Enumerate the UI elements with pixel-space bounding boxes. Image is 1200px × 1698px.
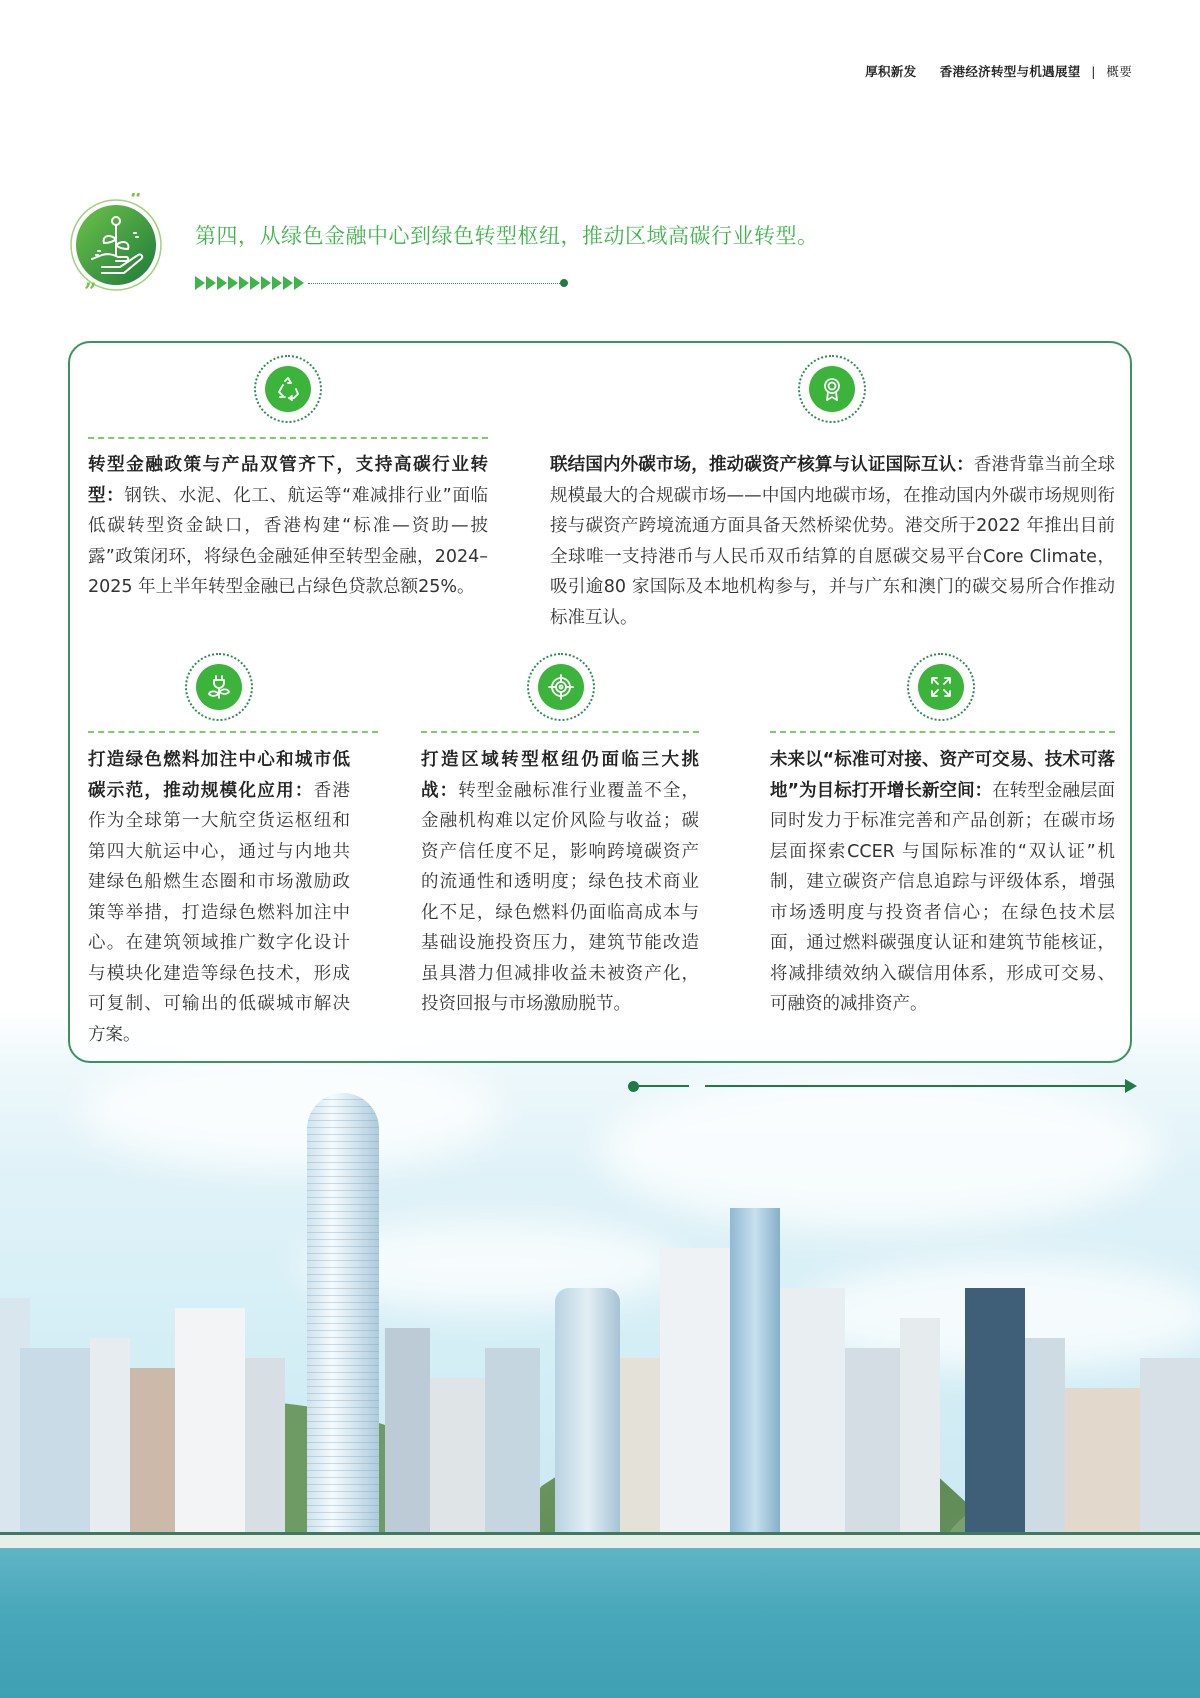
page-header: [865, 62, 1132, 80]
svg-text:“: “: [130, 193, 143, 213]
divider-dashed: [770, 731, 1115, 733]
certificate-badge-icon: [798, 355, 866, 423]
recycle-icon: [254, 355, 322, 423]
footer-arrow-divider: [628, 1079, 1137, 1093]
block-body: 香港背靠当前全球规模最大的合规碳市场——中国内地碳市场，在推动国内外碳市场规则衔接与碳资产跨境流通方面具备天然桥梁优势。港交所于2022 年推出目前全球唯一支持港币与人民币双币结算的自愿碳交易平台Core Climate，吸引逾80 家国际及本地机构参与，并与广东和澳门的碳交易所合作推动标准互认。: [550, 455, 1116, 628]
report-brand: 厚积新发: [865, 64, 917, 79]
text-block-transition-finance: [88, 450, 488, 603]
divider-dashed: [88, 437, 488, 439]
block-lead: 打造绿色燃料加注中心和城市低碳示范，推动规模化应用：: [88, 750, 350, 801]
divider-dashed: [88, 731, 378, 733]
harbour-water: [0, 1548, 1200, 1698]
section-arrow-divider: [195, 276, 568, 290]
header-separator: |: [1091, 64, 1096, 79]
text-block-challenges: [421, 745, 699, 1020]
svg-text:”: ”: [84, 279, 97, 293]
block-lead: 联结国内外碳市场，推动碳资产核算与认证国际互认：: [550, 455, 974, 475]
hand-holding-plant-icon: [68, 193, 168, 293]
text-block-future-outlook: [770, 745, 1115, 1020]
target-crosshair-icon: [527, 653, 595, 721]
text-block-green-fuel: [88, 745, 350, 1050]
text-block-carbon-market: [550, 450, 1115, 633]
header-section: 概要: [1106, 64, 1132, 79]
tower-ifc: [307, 1093, 379, 1548]
divider-dashed: [421, 731, 699, 733]
hong-kong-skyline-image: [0, 1010, 1200, 1698]
report-title: 香港经济转型与机遇展望: [939, 64, 1081, 79]
block-body: 钢铁、水泥、化工、航运等“难减排行业”面临低碳转型资金缺口，香港构建“标准—资助—披露”政策闭环，将绿色金融延伸至转型金融，2024–2025 年上半年转型金融已占绿色贷款总额25%。: [88, 485, 488, 597]
plug-leaf-icon: [185, 653, 253, 721]
section-title: 第四，从绿色金融中心到绿色转型枢纽，推动区域高碳行业转型。: [195, 224, 819, 248]
block-body: 在转型金融层面同时发力于标准完善和产品创新；在碳市场层面探索CCER 与国际标准的“双认证”机制，建立碳资产信息追踪与评级体系，增强市场透明度与投资者信心；在绿色技术层面，通过燃料碳强度认证和建筑节能核证，将减排绩效纳入碳信用体系，形成可交易、可融资的减排资产。: [770, 780, 1115, 1014]
block-body: 香港作为全球第一大航空货运枢纽和第四大航运中心，通过与内地共建绿色船燃生态圈和市场激励政策等举措，打造绿色燃料加注中心。在建筑领域推广数字化设计与模块化建造等绿色技术，形成可复制、可输出的低碳城市解决方案。: [88, 780, 351, 1045]
block-lead: 转型金融政策与产品双管齐下，支持高碳行业转型：: [88, 455, 488, 506]
block-lead: 未来以“标准可对接、资产可交易、技术可落地”为目标打开增长新空间：: [770, 750, 1115, 801]
block-body: 转型金融标准行业覆盖不全，金融机构难以定价风险与收益；碳资产信任度不足，影响跨境碳资产的流通性和透明度；绿色技术商业化不足，绿色燃料仍面临高成本与基础设施投资压力，建筑节能改造虽具潜力但减排收益未被资产化，投资回报与市场激励脱节。: [421, 780, 700, 1014]
block-lead: 打造区域转型枢纽仍面临三大挑战：: [421, 750, 699, 801]
expand-arrows-icon: [907, 653, 975, 721]
